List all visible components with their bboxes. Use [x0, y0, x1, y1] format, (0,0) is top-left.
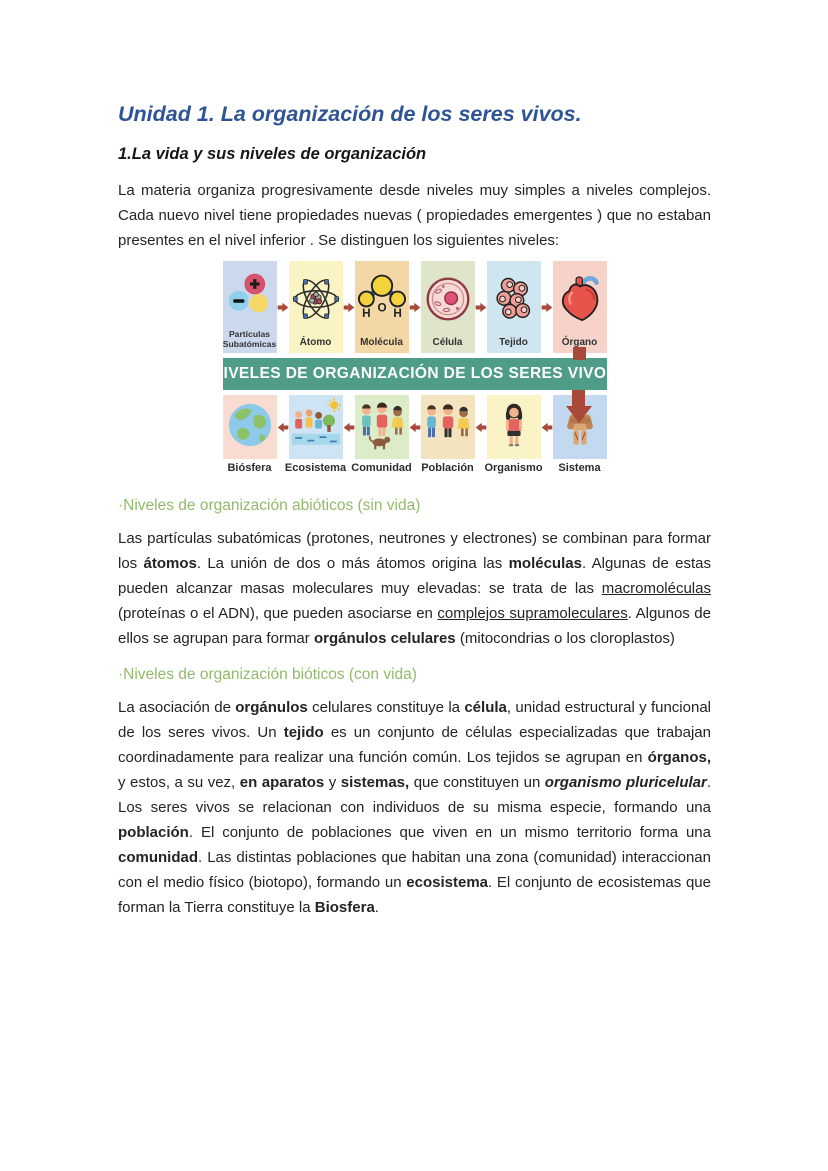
level-label: Comunidad: [351, 462, 412, 474]
level-card-ecosistema: [284, 395, 347, 474]
level-label: Ecosistema: [284, 462, 347, 474]
abiotic-paragraph: Las partículas subatómicas (protones, neutrones y electrones) se combinan para formar los átomos. La unión de dos o más átomos origina las moléculas. Algunas de estas pueden alcanzar masas moleculares muy elevadas: se trata de las macromoléculas (proteínas o el ADN), que pueden asociarse en complejos supramoleculares. Algunos de ellos se agrupan para formar orgánulos celulares (mitocondrias o los cloroplastos): [118, 530, 712, 647]
svg-text:O: O: [376, 301, 387, 315]
figure-top-row: [223, 261, 607, 353]
level-label: Organismo: [484, 462, 543, 474]
down-arrow-stem: [573, 347, 586, 360]
down-arrow-icon: [566, 390, 592, 423]
level-label: Molécula: [360, 336, 403, 348]
abiotic-heading: ·Niveles de organización abióticos (sin vida): [118, 497, 421, 514]
level-card-celula: [421, 261, 475, 353]
figure-bottom-row: [223, 395, 607, 474]
level-card-organo: [553, 261, 607, 353]
left-arrow-icon: [277, 395, 289, 459]
level-label: Órgano: [561, 336, 598, 348]
level-card-atomo: [289, 261, 343, 353]
level-label: Partículas Subatómicas: [222, 329, 277, 350]
organism-icon: [492, 395, 536, 460]
left-arrow-icon: [475, 395, 487, 459]
poblacion-box: [421, 395, 475, 459]
organismo-box: [487, 395, 541, 459]
page-title: Unidad 1. La organización de los seres vivos.: [118, 102, 582, 126]
level-card-tejido: [487, 261, 541, 353]
right-arrow-icon: [409, 261, 421, 353]
biosfera-box: [223, 395, 277, 459]
comunidad-box: [355, 395, 409, 459]
right-arrow-icon: [475, 261, 487, 353]
left-arrow-icon: [409, 395, 421, 459]
level-card-molecula: [355, 261, 409, 353]
left-arrow-icon: [343, 395, 355, 459]
page-content: [118, 0, 711, 920]
ecosistema-box: [289, 395, 343, 459]
level-label: Átomo: [299, 336, 332, 348]
population-icon: [422, 396, 474, 459]
level-card-poblacion: [421, 395, 475, 474]
right-arrow-icon: [277, 261, 289, 353]
level-label: Población: [421, 462, 474, 474]
biotic-heading: ·Niveles de organización bióticos (con vida): [118, 666, 417, 683]
tissue-icon: [487, 261, 541, 337]
community-icon: [356, 396, 408, 459]
intro-paragraph: La materia organiza progresivamente desde niveles muy simples a niveles complejos. Cada nuevo nivel tiene propiedades nuevas ( propiedades emergentes ) que no estaban presentes en el nivel inferior . Se distinguen los siguientes niveles:: [118, 182, 711, 249]
svg-text:H: H: [392, 306, 402, 320]
subatomic-particles-icon: [223, 261, 277, 330]
figure-banner: NIVELES DE ORGANIZACIÓN DE LOS SERES VIVOS: [223, 358, 607, 390]
level-label: Sistema: [558, 462, 601, 474]
left-arrow-icon: [541, 395, 553, 459]
level-card-particulas-subatomicas: [223, 261, 277, 353]
globe-icon: [224, 397, 276, 458]
ecosystem-icon: [290, 396, 342, 459]
molecule-icon: [355, 261, 409, 337]
level-label: Tejido: [499, 336, 528, 348]
level-card-comunidad: [351, 395, 412, 474]
level-card-organismo: [484, 395, 543, 474]
levels-of-organization-figure: [211, 261, 618, 474]
heart-organ-icon: [553, 261, 607, 337]
cell-icon: [421, 261, 475, 337]
level-label: Célula: [432, 336, 463, 348]
right-arrow-icon: [541, 261, 553, 353]
level-card-biosfera: [223, 395, 277, 474]
atom-icon: [289, 261, 343, 337]
right-arrow-icon: [343, 261, 355, 353]
svg-text:H: H: [361, 306, 371, 320]
biotic-paragraph: La asociación de orgánulos celulares constituye la célula, unidad estructural y funcional de los seres vivos. Un tejido es un conjunto de células especializadas que trabajan coordinadamente para realizar una función común. Los tejidos se agrupan en órganos, y estos, a su vez, en aparatos y sistemas, que constituyen un organismo pluricelular. Los seres vivos se relacionan con individuos de su misma especie, formando una población. El conjunto de poblaciones que viven en un mismo territorio forma una comunidad. Las distintas poblaciones que habitan una zona (comunidad) interaccionan con el medio físico (biotopo), formando un ecosistema. El conjunto de ecosistemas que forman la Tierra constituye la Biosfera.: [118, 699, 712, 916]
level-label: Biósfera: [227, 462, 272, 474]
section-heading: 1.La vida y sus niveles de organización: [118, 145, 427, 163]
